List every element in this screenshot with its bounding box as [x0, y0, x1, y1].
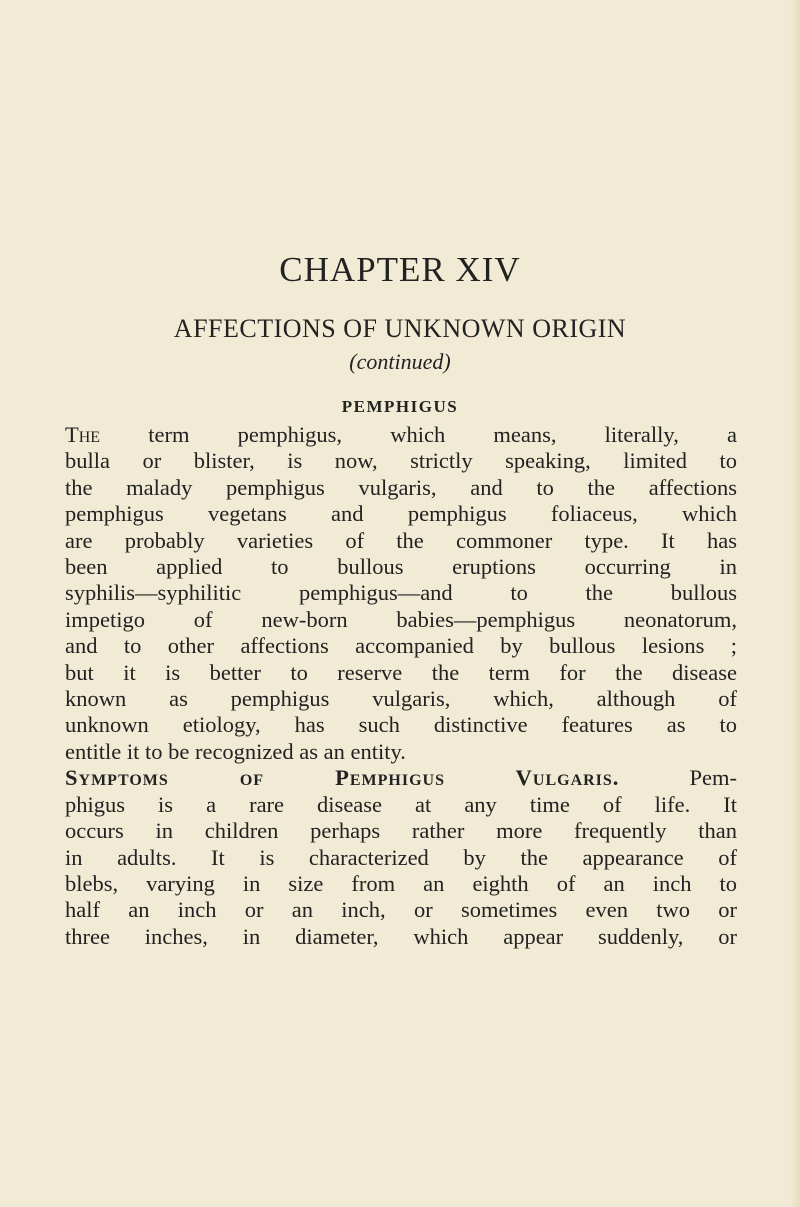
page-edge [790, 0, 800, 1207]
text-line: but it is better to reserve the term for the disease [65, 659, 737, 685]
text-line: half an inch or an inch, or sometimes even two or [65, 897, 737, 923]
text-line: been applied to bullous eruptions occurring in [65, 554, 737, 580]
chapter-title: CHAPTER XIV [279, 250, 521, 289]
text-line: known as pemphigus vulgaris, which, although of [65, 686, 737, 712]
text-line: bulla or blister, is now, strictly speaking, limited to [65, 448, 737, 474]
text-line: the malady pemphigus vulgaris, and to the affections [65, 474, 737, 500]
text-line: and to other affections accompanied by bullous lesions ; [65, 633, 737, 659]
text-line: in adults. It is characterized by the appearance of [65, 844, 737, 870]
paragraph-2 [65, 765, 737, 950]
text-line: entitle it to be recognized as an entity. [65, 738, 406, 764]
subtitle: (continued) [349, 349, 451, 374]
text-line: The term pemphigus, which means, literally, a [65, 422, 737, 447]
text-line: are probably varieties of the commoner type. It has [65, 527, 737, 553]
paragraph-heading: Symptoms of Pemphigus Vulgaris. [65, 765, 620, 791]
text-line: unknown etiology, has such distinctive features as to [65, 712, 737, 738]
text-line: pemphigus vegetans and pemphigus foliaceus, which [65, 501, 737, 527]
text-line: Symptoms of Pemphigus Vulgaris. Pem- [65, 765, 737, 791]
section-heading: PEMPHIGUS [341, 397, 459, 416]
text-line: phigus is a rare disease at any time of life. It [65, 791, 737, 817]
text-line: impetigo of new-born babies—pemphigus neonatorum, [65, 606, 737, 632]
body-text [65, 422, 737, 950]
paragraph-1 [65, 422, 737, 765]
text-line: blebs, varying in size from an eighth of an inch to [65, 870, 737, 896]
text-line: syphilis—syphilitic pemphigus—and to the bullous [65, 580, 737, 606]
section-title: AFFECTIONS OF UNKNOWN ORIGIN [173, 314, 627, 343]
text-line: three inches, in diameter, which appear suddenly, or [65, 923, 737, 949]
paragraph-lead: The [65, 422, 101, 447]
text-line: occurs in children perhaps rather more frequently than [65, 818, 737, 844]
